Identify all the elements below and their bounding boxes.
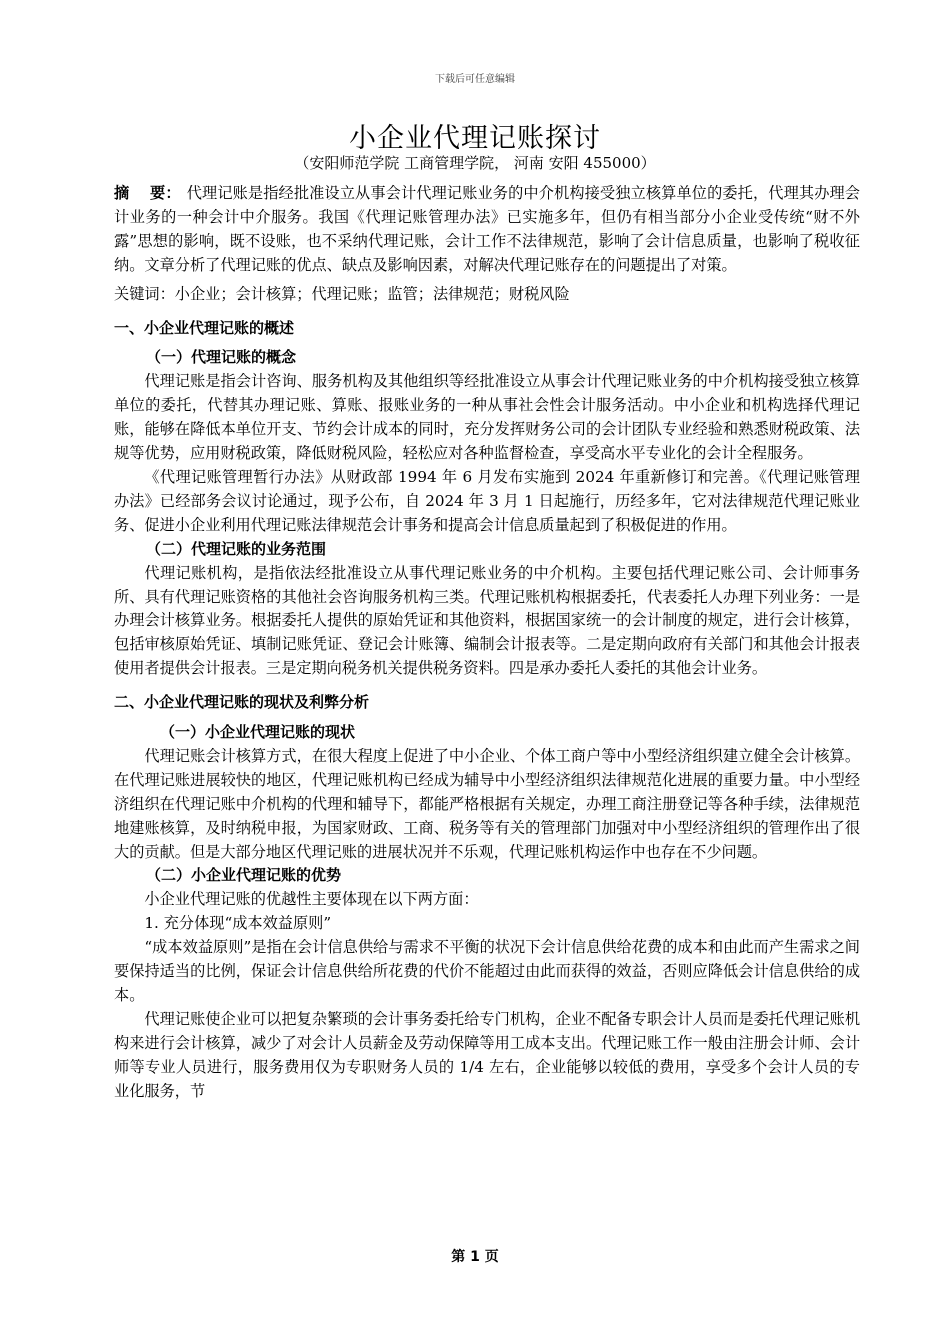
section-2-2-heading: （二）小企业代理记账的优势 [146, 866, 342, 885]
section-1-heading: 一、小企业代理记账的概述 [114, 318, 295, 337]
paragraph: 代理记账是指会计咨询、服务机构及其他组织等经批准设立从事会计代理记账业务的中介机构接受独立核算单位的委托，代替其办理记账、算账、报账业务的一种从事社会性会计服务活动。中小企业和机构选择代理记账，能够在降低本单位开支、节约会计成本的同时，充分发挥财务公司的会计团队专业经验和熟悉财税政策、法规等优势，应用财税政策，降低财税风险，轻松应对各种监督检查，享受高水平专业化的会计全程服务。 [114, 372, 860, 463]
keywords-label: 关键词： [114, 284, 175, 303]
document-body [114, 182, 860, 1104]
paragraph: 代理记账机构，是指依法经批准设立从事代理记账业务的中介机构。主要包括代理记账公司、会计师事务所、具有代理记账资格的其他社会咨询服务机构三类。代理记账机构根据委托，代表委托人办理下列业务：一是办理会计核算业务。根据委托人提供的原始凭证和其他资料，根据国家统一的会计制度的规定，进行会计核算，包括审核原始凭证、填制记账凭证、登记会计账簿、编制会计报表等。二是定期向政府有关部门和其他会计报表使用者提供会计报表。三是定期向税务机关提供税务资料。四是承办委托人委托的其他会计业务。 [114, 563, 860, 678]
section-1-1-heading: （一）代理记账的概念 [146, 348, 297, 367]
document-title: 小企业代理记账探讨 [349, 123, 601, 154]
abstract [114, 182, 860, 278]
keywords [114, 283, 860, 307]
header-note: 下载后可任意编辑 [435, 74, 515, 85]
abstract-label: 摘 要： [114, 184, 181, 202]
paragraph: 小企业代理记账的优越性主要体现在以下两方面： [144, 890, 479, 909]
paragraph: 《代理记账管理暂行办法》从财政部 1994 年 6 月发布实施到 2024 年重新修订和完善。《代理记账管理办法》已经部务会议讨论通过，现予公布，自 2024 年 3 月 1 日起施行，历经多年，它对法律规范代理记账业务、促进小企业利用代理记账法律规范会计事务和提高会计信息质量起到了积极促进的作用。 [114, 467, 860, 534]
author-affiliation: （安阳师范学院 工商管理学院， 河南 安阳 455000） [294, 154, 656, 172]
paragraph: 代理记账会计核算方式，在很大程度上促进了中小企业、个体工商户等中小型经济组织建立健全会计核算。在代理记账进展较快的地区，代理记账机构已经成为辅导中小型经济组织法律规范化进展的重要力量。中小型经济组织在代理记账中介机构的代理和辅导下，都能严格根据有关规定，办理工商注册登记等各种手续，法律规范地建账核算，及时纳税申报，为国家财政、工商、税务等有关的管理部门加强对中小型经济组织的管理作出了很大的贡献。但是大部分地区代理记账的进展状况并不乐观，代理记账机构运作中也存在不少问题。 [114, 746, 860, 861]
paragraph: “成本效益原则”是指在会计信息供给与需求不平衡的状况下会计信息供给花费的成本和由此而产生需求之间要保持适当的比例，保证会计信息供给所花费的代价不能超过由此而获得的效益，否则应降低会计信息供给的成本。 [114, 938, 860, 1004]
section-2-heading: 二、小企业代理记账的现状及利弊分析 [114, 693, 370, 712]
paragraph: 代理记账使企业可以把复杂繁琐的会计事务委托给专门机构，企业不配备专职会计人员而是委托代理记账机构来进行会计核算，减少了对会计人员薪金及劳动保障等用工成本支出。代理记账工作一般由注册会计师、会计师等专业人员进行，服务费用仅为专职财务人员的 1/4 左右，企业能够以较低的费用，享受多个会计人员的专业化服务，节 [114, 1009, 860, 1100]
keywords-text: 小企业；会计核算；代理记账；监管；法律规范；财税风险 [174, 284, 570, 303]
abstract-text: 代理记账是指经批准设立从事会计代理记账业务的中介机构接受独立核算单位的委托，代理其办理会计业务的一种会计中介服务。我国《代理记账管理办法》已实施多年，但仍有相当部分小企业受传统“财不外露”思想的影响，既不设账，也不采纳代理记账，会计工作不法律规范，影响了会计信息质量，也影响了税收征纳。文章分析了代理记账的优点、缺点及影响因素，对解决代理记账存在的问题提出了对策。 [114, 184, 860, 274]
page-number: 第 1 页 [451, 1249, 499, 1265]
section-2-1-heading: （一）小企业代理记账的现状 [160, 723, 356, 742]
numbered-heading: 1. 充分体现“成本效益原则” [144, 914, 332, 933]
section-1-2-heading: （二）代理记账的业务范围 [146, 539, 327, 558]
